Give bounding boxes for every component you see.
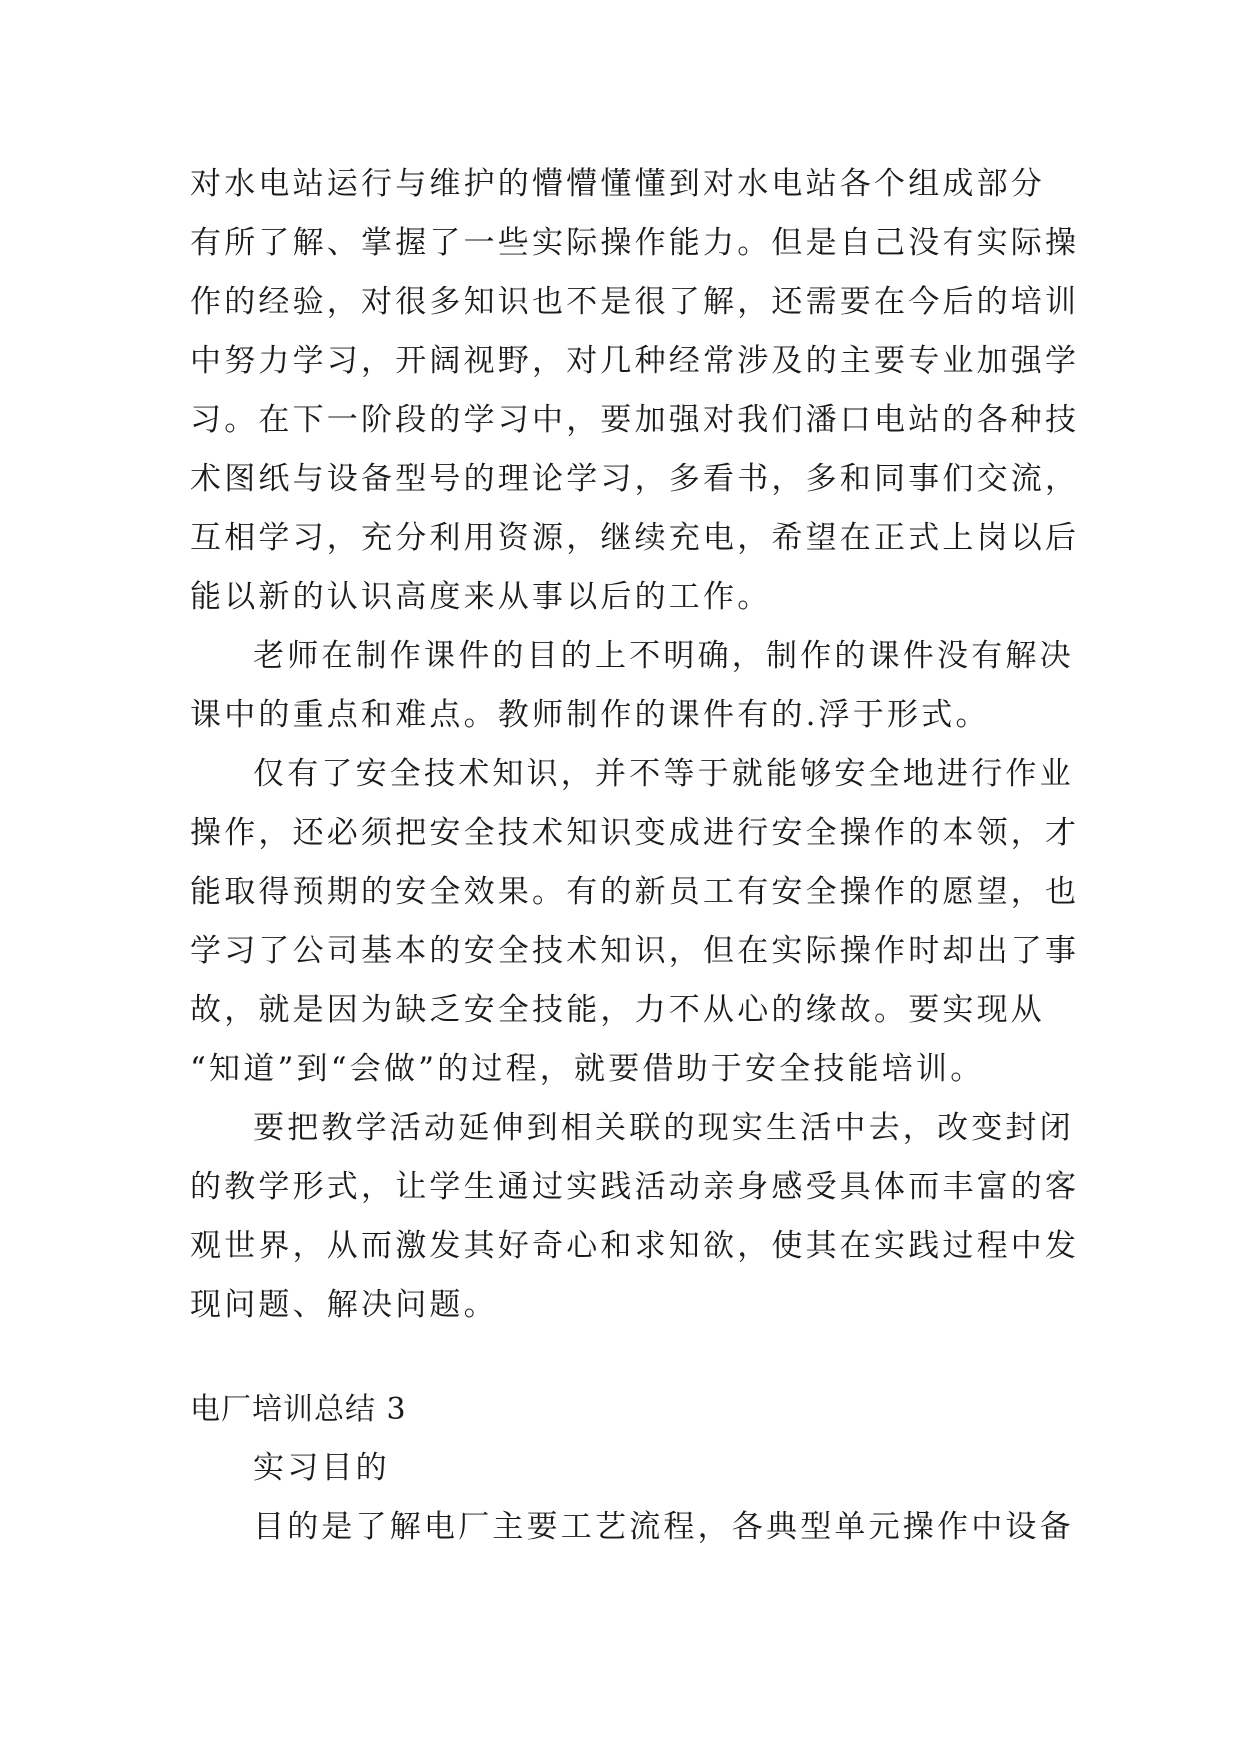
text-line: 互相学习，充分利用资源，继续充电，希望在正式上岗以后 [190,520,1080,556]
text-line: 习。在下一阶段的学习中，要加强对我们潘口电站的各种技 [190,402,1080,438]
text-line: 能以新的认识高度来从事以后的工作。 [190,579,772,615]
section-spacer [190,1335,1080,1380]
text-line: 要把教学活动延伸到相关联的现实生活中去，改变封闭 [253,1110,1074,1146]
text-line: 术图纸与设备型号的理论学习，多看书，多和同事们交流， [190,461,1080,497]
text-line: 老师在制作课件的目的上不明确，制作的课件没有解决 [253,638,1074,674]
paragraph-1 [190,155,1080,627]
text-line: 目的是了解电厂主要工艺流程，各典型单元操作中设备 [253,1509,1074,1545]
text-line: 现问题、解决问题。 [190,1287,498,1323]
paragraph-4 [190,1099,1080,1335]
document-body [190,155,1080,1557]
text-line: 仅有了安全技术知识，并不等于就能够安全地进行作业 [253,756,1074,792]
text-line: 有所了解、掌握了一些实际操作能力。但是自己没有实际操 [190,225,1080,261]
text-line: 学习了公司基本的安全技术知识，但在实际操作时却出了事 [190,933,1080,969]
section-title: 电厂培训总结 3 [190,1392,407,1427]
paragraph-2 [190,627,1080,745]
subheading: 实习目的 [253,1450,390,1486]
text-line: 的教学形式，让学生通过实践活动亲身感受具体而丰富的客 [190,1169,1080,1205]
text-line: 课中的重点和难点。教师制作的课件有的.浮于形式。 [190,697,990,733]
text-line: 故，就是因为缺乏安全技能，力不从心的缘故。要实现从 [190,992,1045,1028]
text-line: 作的经验，对很多知识也不是很了解，还需要在今后的培训 [190,284,1080,320]
paragraph-5 [190,1498,1080,1557]
text-line: 操作，还必须把安全技术知识变成进行安全操作的本领，才 [190,815,1080,851]
text-line: 观世界，从而激发其好奇心和求知欲，使其在实践过程中发 [190,1228,1080,1264]
paragraph-3 [190,745,1080,1099]
text-line: 能取得预期的安全效果。有的新员工有安全操作的愿望，也 [190,874,1080,910]
text-line: “知道”到“会做”的过程，就要借助于安全技能培训。 [190,1051,985,1087]
text-line: 对水电站运行与维护的懵懵懂懂到对水电站各个组成部分 [190,166,1045,202]
text-line: 中努力学习，开阔视野，对几种经常涉及的主要专业加强学 [190,343,1080,379]
